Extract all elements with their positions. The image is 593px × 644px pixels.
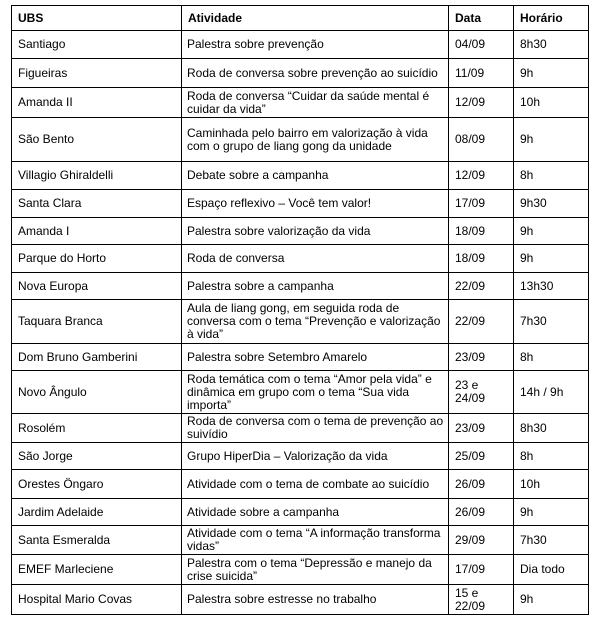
cell-horario: 8h30 — [514, 31, 589, 59]
cell-data: 17/09 — [449, 555, 514, 585]
header-data: Data — [449, 6, 514, 31]
cell-horario: 7h30 — [514, 526, 589, 555]
table-row — [12, 300, 589, 344]
cell-atividade: Roda de conversa com o tema de prevenção ao suivídio — [182, 414, 449, 443]
cell-atividade: Palestra sobre valorização da vida — [182, 218, 449, 245]
schedule-table — [11, 5, 589, 615]
cell-atividade: Palestra com o tema “Depressão e manejo da crise suicida” — [182, 555, 449, 585]
cell-ubs: São Jorge — [12, 443, 182, 470]
cell-horario: 8h30 — [514, 414, 589, 443]
cell-data: 15 e 22/09 — [449, 585, 514, 615]
cell-ubs: Amanda II — [12, 88, 182, 118]
cell-horario: 14h / 9h — [514, 371, 589, 414]
cell-atividade: Palestra sobre estresse no trabalho — [182, 585, 449, 615]
cell-ubs: Villagio Ghiraldelli — [12, 162, 182, 190]
cell-data: 23 e 24/09 — [449, 371, 514, 414]
table-row — [12, 414, 589, 443]
header-row — [12, 6, 589, 31]
cell-data: 11/09 — [449, 59, 514, 88]
cell-atividade: Atividade com o tema de combate ao suicídio — [182, 470, 449, 499]
table-row — [12, 59, 589, 88]
cell-ubs: Parque do Horto — [12, 245, 182, 273]
table-row — [12, 190, 589, 218]
cell-ubs: Amanda I — [12, 218, 182, 245]
table-row — [12, 443, 589, 470]
cell-data: 12/09 — [449, 88, 514, 118]
cell-atividade: Atividade com o tema “A informação transforma vidas” — [182, 526, 449, 555]
table-row — [12, 470, 589, 499]
table-row — [12, 499, 589, 526]
cell-data: 22/09 — [449, 273, 514, 300]
cell-horario: 8h — [514, 443, 589, 470]
cell-atividade: Palestra sobre Setembro Amarelo — [182, 344, 449, 371]
cell-atividade: Palestra sobre prevenção — [182, 31, 449, 59]
cell-horario: 9h — [514, 245, 589, 273]
cell-horario: 9h — [514, 118, 589, 162]
cell-atividade: Atividade sobre a campanha — [182, 499, 449, 526]
cell-atividade: Grupo HiperDia – Valorização da vida — [182, 443, 449, 470]
cell-horario: 13h30 — [514, 273, 589, 300]
cell-data: 08/09 — [449, 118, 514, 162]
cell-ubs: Santa Esmeralda — [12, 526, 182, 555]
cell-data: 26/09 — [449, 470, 514, 499]
table-row — [12, 218, 589, 245]
cell-atividade: Debate sobre a campanha — [182, 162, 449, 190]
table-row — [12, 118, 589, 162]
cell-ubs: Novo Ângulo — [12, 371, 182, 414]
cell-horario: 9h — [514, 585, 589, 615]
cell-atividade: Roda de conversa sobre prevenção ao suicídio — [182, 59, 449, 88]
cell-atividade: Caminhada pelo bairro em valorização à vida com o grupo de liang gong da unidade — [182, 118, 449, 162]
cell-data: 25/09 — [449, 443, 514, 470]
cell-atividade: Roda de conversa “Cuidar da saúde mental é cuidar da vida” — [182, 88, 449, 118]
table-row — [12, 245, 589, 273]
header-ubs: UBS — [12, 6, 182, 31]
cell-ubs: Rosolém — [12, 414, 182, 443]
cell-horario: 10h — [514, 470, 589, 499]
cell-horario: 10h — [514, 88, 589, 118]
cell-atividade: Roda temática com o tema “Amor pela vida” e dinâmica em grupo com o tema “Sua vida importa” — [182, 371, 449, 414]
cell-ubs: Hospital Mario Covas — [12, 585, 182, 615]
cell-ubs: Taquara Branca — [12, 300, 182, 344]
cell-horario: 9h — [514, 59, 589, 88]
table-row — [12, 344, 589, 371]
cell-data: 18/09 — [449, 218, 514, 245]
table-row — [12, 162, 589, 190]
cell-horario: 8h — [514, 344, 589, 371]
table-row — [12, 555, 589, 585]
cell-data: 12/09 — [449, 162, 514, 190]
header-horario: Horário — [514, 6, 589, 31]
table-row — [12, 585, 589, 615]
cell-ubs: EMEF Marleciene — [12, 555, 182, 585]
cell-horario: 9h — [514, 499, 589, 526]
cell-data: 04/09 — [449, 31, 514, 59]
schedule-table-wrapper — [11, 5, 589, 615]
cell-atividade: Palestra sobre a campanha — [182, 273, 449, 300]
cell-data: 18/09 — [449, 245, 514, 273]
cell-atividade: Roda de conversa — [182, 245, 449, 273]
header-atividade: Atividade — [182, 6, 449, 31]
cell-data: 23/09 — [449, 344, 514, 371]
table-row — [12, 273, 589, 300]
cell-ubs: Santa Clara — [12, 190, 182, 218]
cell-data: 26/09 — [449, 499, 514, 526]
cell-ubs: Santiago — [12, 31, 182, 59]
cell-atividade: Espaço reflexivo – Você tem valor! — [182, 190, 449, 218]
cell-data: 17/09 — [449, 190, 514, 218]
cell-data: 22/09 — [449, 300, 514, 344]
cell-horario: 8h — [514, 162, 589, 190]
cell-horario: 7h30 — [514, 300, 589, 344]
cell-horario: Dia todo — [514, 555, 589, 585]
cell-horario: 9h — [514, 218, 589, 245]
cell-atividade: Aula de liang gong, em seguida roda de conversa com o tema “Prevenção e valorização à vida” — [182, 300, 449, 344]
table-row — [12, 31, 589, 59]
cell-ubs: Orestes Öngaro — [12, 470, 182, 499]
cell-ubs: Nova Europa — [12, 273, 182, 300]
table-row — [12, 371, 589, 414]
table-row — [12, 88, 589, 118]
cell-data: 23/09 — [449, 414, 514, 443]
cell-ubs: Figueiras — [12, 59, 182, 88]
cell-ubs: Dom Bruno Gamberini — [12, 344, 182, 371]
table-body — [12, 31, 589, 615]
cell-horario: 9h30 — [514, 190, 589, 218]
cell-data: 29/09 — [449, 526, 514, 555]
table-row — [12, 526, 589, 555]
cell-ubs: São Bento — [12, 118, 182, 162]
cell-ubs: Jardim Adelaide — [12, 499, 182, 526]
